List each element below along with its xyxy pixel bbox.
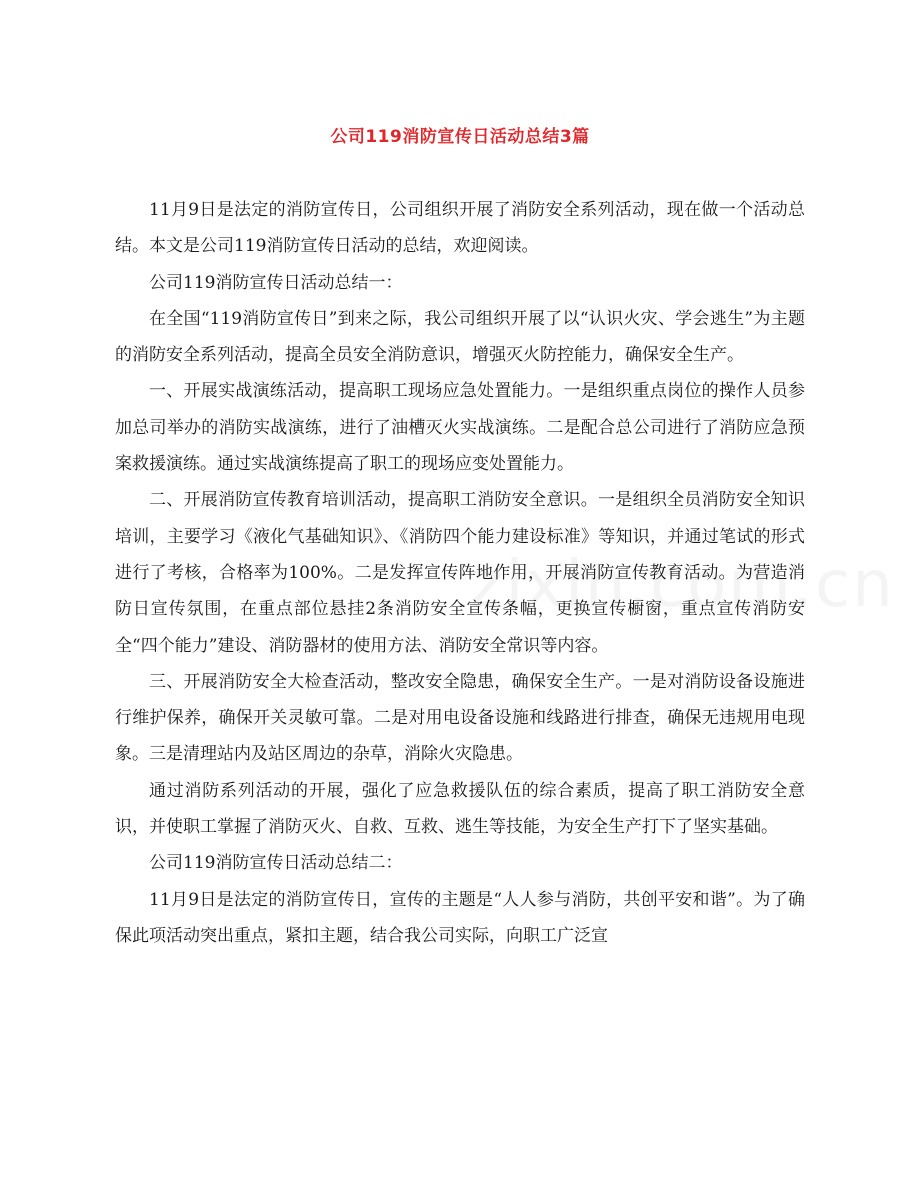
paragraph-2: 一、开展实战演练活动，提高职工现场应急处置能力。一是组织重点岗位的操作人员参加总司举办的消防实战演练，进行了油槽灭火实战演练。二是配合总公司进行了消防应急预案救援演练。通过实战演练提高了职工的现场应变处置能力。 bbox=[115, 381, 805, 475]
section-heading-1: 公司119消防宣传日活动总结一： bbox=[149, 272, 403, 293]
paragraph-3: 二、开展消防宣传教育培训活动，提高职工消防安全意识。一是组织全员消防安全知识培训，主要学习《液化气基础知识》、《消防四个能力建设标准》等知识，并通过笔试的形式进行了考核，合格率为100%。二是发挥宣传阵地作用，开展消防宣传教育活动。为营造消防日宣传氛围，在重点部位悬挂2条消防安全宣传条幅，更换宣传橱窗，重点宣传消防安全“四个能力”建设、消防器材的使用方法、消防安全常识等内容。 bbox=[115, 490, 805, 656]
paragraph-intro: 11月9日是法定的消防宣传日，公司组织开展了消防安全系列活动，现在做一个活动总结。本文是公司119消防宣传日活动的总结，欢迎阅读。 bbox=[115, 200, 805, 257]
paragraph-6: 11月9日是法定的消防宣传日，宣传的主题是“人人参与消防，共创平安和谐”。为了确保此项活动突出重点，紧扣主题，结合我公司实际，向职工广泛宣 bbox=[115, 889, 805, 946]
document-title: 公司119消防宣传日活动总结3篇 bbox=[330, 127, 590, 147]
section-heading-2: 公司119消防宣传日活动总结二： bbox=[149, 853, 403, 874]
paragraph-4: 三、开展消防安全大检查活动，整改安全隐患，确保安全生产。一是对消防设备设施进行维护保养，确保开关灵敏可靠。二是对用电设备设施和线路进行排查，确保无违规用电现象。三是清理站内及站区周边的杂草，消除火灾隐患。 bbox=[115, 671, 805, 765]
document-body bbox=[115, 192, 805, 954]
paragraph-5: 通过消防系列活动的开展，强化了应急救援队伍的综合素质，提高了职工消防安全意识，并使职工掌握了消防灭火、自救、互救、逃生等技能，为安全生产打下了坚实基础。 bbox=[115, 780, 805, 838]
paragraph-1: 在全国“119消防宣传日”到来之际，我公司组织开展了以“认识火灾、学会逃生”为主题的消防安全系列活动，提高全员安全消防意识，增强灭火防控能力，确保安全生产。 bbox=[115, 308, 805, 366]
